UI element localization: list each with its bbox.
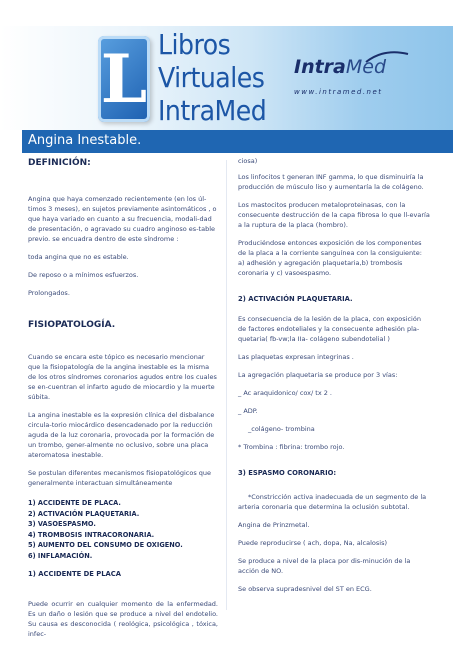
activacion-paragraph-1: Es consecuencia de la lesión de la placa, con exposición de factores endoteliales y la consecuente adhesión pla-quetaria( fb-vw;la IIa- colágeno subendotelial )	[238, 315, 421, 343]
fisiopatologia-paragraph-1: Cuando se encara este tópico es necesario mencionar que la fisiopatología de la angina inestable es la misma de los otros síndromes coronarios agudos entre los cuales se en-cuentran el infarto agudo de miocardio y la muerte súbita.	[28, 353, 217, 401]
activacion-paragraph-7: * Trombina : fibrina: trombo rojo.	[238, 443, 345, 451]
series-line-2: Virtuales	[158, 61, 265, 94]
list-item: 6) INFLAMACIÓN.	[28, 551, 93, 560]
document-title: Angina Inestable.	[28, 133, 142, 148]
activacion-heading: 2) ACTIVACIÓN PLAQUETARIA.	[238, 295, 353, 303]
series-title	[158, 28, 266, 127]
definicion-paragraph-1: Angina que haya comenzado recientemente (en los úl-timos 3 meses), en sujetos previamente asintomáticos , o que haya variado en cuanto a su frecuencia, modali-dad de presentación, o agravado su cuadro anginoso es-table previo. se encuadra dentro de este síndrome :	[28, 195, 217, 243]
activacion-paragraph-5: _ ADP.	[238, 407, 258, 415]
left-column	[28, 156, 218, 647]
page-header	[0, 0, 453, 130]
espasmo-paragraph-3: Puede reproducirse ( ach, dopa, Na, alcalosis)	[238, 539, 388, 547]
right-paragraph-0: ciosa)	[238, 157, 258, 165]
list-item: 5) AUMENTO DEL CONSUMO DE OXIGENO.	[28, 541, 183, 549]
document-title-bar	[22, 130, 453, 153]
libros-virtuales-logo-icon: L	[98, 36, 150, 122]
espasmo-heading: 3) ESPASMO CORONARIO:	[238, 469, 337, 477]
list-item: 2) ACTIVACIÓN PLAQUETARIA.	[28, 509, 140, 518]
definicion-paragraph-4: Prolongados.	[28, 289, 70, 297]
accidente-paragraph-1: Puede ocurrir en cualquier momento de la enfermedad. Es un daño o lesión que se produce a nivel del endotelio. Su causa es desconocida ( reológica, psicológica , tóxica, infec-	[28, 600, 218, 638]
mechanism-list	[28, 498, 218, 561]
right-paragraph-2: Los mastocitos producen metaloproteinasas, con la consecuente destrucción de la capa fibrosa lo que ll-evaría a la ruptura de la placa (hombro).	[238, 201, 430, 229]
definicion-paragraph-3: De reposo o a mínimos esfuerzos.	[28, 271, 139, 279]
list-item: 1) ACCIDENTE DE PLACA.	[28, 499, 121, 507]
series-line-3: IntraMed	[158, 94, 267, 127]
espasmo-paragraph-2: Angina de Prinzmetal.	[238, 521, 310, 529]
espasmo-paragraph-1: *Constricción activa inadecuada de un segmento de la arteria coronaria que determina la oclusión subtotal.	[238, 493, 427, 511]
list-item: 3) VASOESPASMO.	[28, 520, 96, 528]
activacion-paragraph-3: La agregación plaquetaria se produce por 3 vías:	[238, 371, 398, 379]
definicion-paragraph-2: toda angina que no es estable.	[28, 253, 129, 261]
swoosh-icon	[364, 50, 410, 64]
espasmo-paragraph-5: Se observa supradesnivel del ST en ECG.	[238, 585, 372, 593]
intramed-url: www.intramed.net	[294, 88, 383, 96]
right-paragraph-1: Los linfocitos t generan INF gamma, lo que disminuiría la producción de músculo liso y aumentaría la de colágeno.	[238, 173, 424, 191]
activacion-paragraph-6: _colágeno- trombina	[248, 425, 315, 433]
list-item: 4) TROMBOSIS INTRACORONARIA.	[28, 530, 155, 539]
accidente-heading: 1) ACCIDENTE DE PLACA	[28, 570, 122, 578]
intramed-brand-logo	[294, 56, 414, 96]
right-column	[238, 156, 430, 602]
brand-med: Med	[345, 56, 387, 78]
column-divider	[226, 160, 227, 610]
brand-intra: Intra	[294, 56, 346, 78]
activacion-paragraph-2: Las plaquetas expresan integrinas .	[238, 353, 354, 361]
series-line-1: Libros	[158, 28, 231, 61]
fisiopatologia-paragraph-2: La angina inestable es la expresión clínica del disbalance circula-torio miocárdico desencadenado por la reducción aguda de la luz coronaria, provocada por la formación de un trombo, gener-almente no oclusivo, sobre una placa ateromatosa inestable.	[28, 411, 215, 459]
header-top-strip	[0, 0, 453, 26]
activacion-paragraph-4: _ Ac araquidonico/ cox/ tx 2 .	[238, 389, 332, 397]
definicion-heading: DEFINICIÓN:	[28, 158, 91, 168]
right-paragraph-3: Produciéndose entonces exposición de los componentes de la placa a la corriente sanguínea con la consiguiente: a) adhesión y agregación plaquetaria,b) trombosis coronaria y c) vasoespasmo.	[238, 239, 422, 277]
fisiopatologia-heading: FISIOPATOLOGÍA.	[28, 320, 116, 330]
fisiopatologia-paragraph-3: Se postulan diferentes mecanismos fisiopatológicos que generalmente interactuan simultáneamente	[28, 469, 212, 487]
espasmo-paragraph-4: Se produce a nivel de la placa por dis-minución de la acción de NO.	[238, 557, 411, 575]
